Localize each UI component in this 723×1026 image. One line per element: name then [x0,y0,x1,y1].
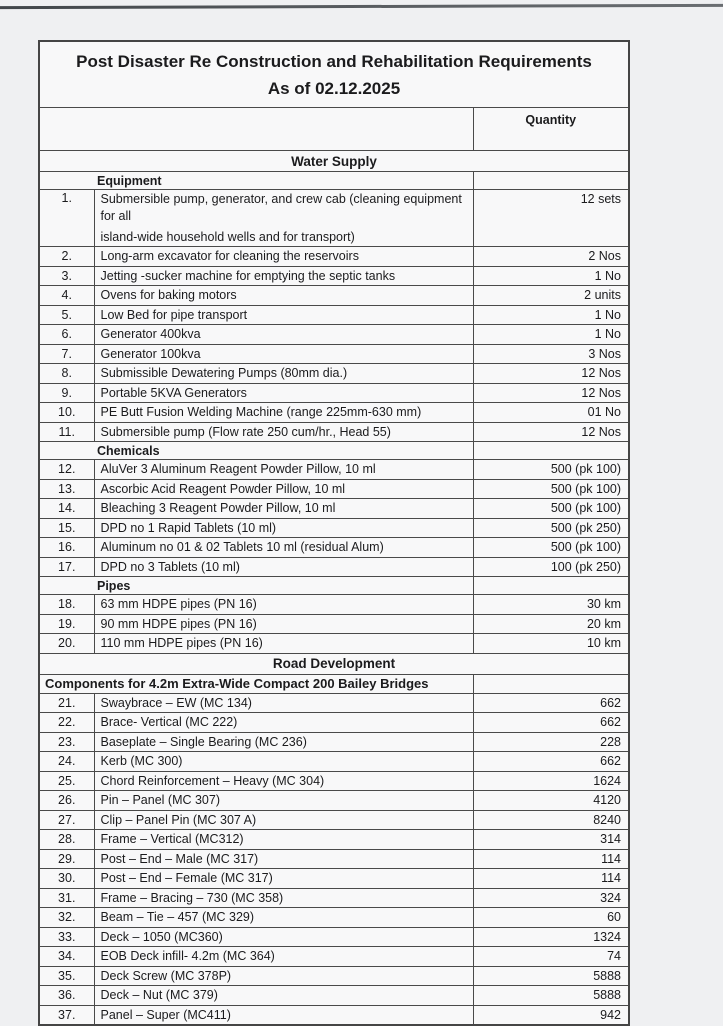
row-number: 29. [39,849,94,869]
table-row [39,286,629,306]
row-quantity: 500 (pk 100) [473,460,629,480]
quantity-cell-empty [473,577,629,595]
row-quantity: 500 (pk 100) [473,538,629,558]
subsection-label: Pipes [39,577,473,595]
table-row [39,266,629,286]
row-quantity: 12 Nos [473,383,629,403]
table-row [39,752,629,772]
row-description: Clip – Panel Pin (MC 307 A) [94,810,473,830]
row-description: Submersible pump (Flow rate 250 cum/hr., Head 55) [94,422,473,442]
subsection-label: Chemicals [39,442,473,460]
quantity-cell-empty [473,442,629,460]
row-description: Ascorbic Acid Reagent Powder Pillow, 10 ml [94,479,473,499]
table-row [39,771,629,791]
title-line-1: Post Disaster Re Construction and Rehabilitation Requirements [76,52,592,71]
description-line-2: island-wide household wells and for transport) [100,229,355,244]
table-row [39,383,629,403]
section-header-row [39,653,629,674]
row-description: EOB Deck infill- 4.2m (MC 364) [94,947,473,967]
row-description: Kerb (MC 300) [94,752,473,772]
table-row [39,557,629,577]
table-row [39,986,629,1006]
row-number: 22. [39,713,94,733]
row-quantity: 3 Nos [473,344,629,364]
row-number: 9. [39,383,94,403]
row-description: Deck – Nut (MC 379) [94,986,473,1006]
subheading-label: Components for 4.2m Extra-Wide Compact 200 Bailey Bridges [39,674,473,693]
description-line-1: Submersible pump, generator, and crew cab (cleaning equipment for all [100,192,462,223]
table-row [39,693,629,713]
table-row [39,830,629,850]
row-description: Post – End – Male (MC 317) [94,849,473,869]
row-description: Brace- Vertical (MC 222) [94,713,473,733]
row-description: Chord Reinforcement – Heavy (MC 304) [94,771,473,791]
table-row [39,518,629,538]
row-description: DPD no 1 Rapid Tablets (10 ml) [94,518,473,538]
row-description: DPD no 3 Tablets (10 ml) [94,557,473,577]
row-number: 19. [39,614,94,634]
row-quantity: 4120 [473,791,629,811]
row-quantity: 942 [473,1005,629,1025]
row-quantity: 74 [473,947,629,967]
row-quantity: 2 units [473,286,629,306]
subheading-row [39,674,629,693]
row-number: 30. [39,869,94,889]
table-row [39,247,629,267]
row-quantity: 30 km [473,595,629,615]
row-number: 14. [39,499,94,519]
table-row [39,908,629,928]
row-number: 35. [39,966,94,986]
row-quantity: 1 No [473,266,629,286]
row-number: 13. [39,479,94,499]
row-description: Deck – 1050 (MC360) [94,927,473,947]
row-quantity: 114 [473,849,629,869]
subsection-row [39,172,629,190]
table-row [39,538,629,558]
row-number: 37. [39,1005,94,1025]
row-number: 23. [39,732,94,752]
table-row [39,614,629,634]
row-description: Deck Screw (MC 378P) [94,966,473,986]
table-row [39,869,629,889]
row-description: Beam – Tie – 457 (MC 329) [94,908,473,928]
row-number: 4. [39,286,94,306]
row-quantity: 114 [473,869,629,889]
row-description: Submissible Dewatering Pumps (80mm dia.) [94,364,473,384]
row-description: Post – End – Female (MC 317) [94,869,473,889]
row-quantity: 100 (pk 250) [473,557,629,577]
row-description: Generator 400kva [94,325,473,345]
column-header-row [39,108,629,151]
row-number: 3. [39,266,94,286]
row-quantity: 5888 [473,986,629,1006]
title-line-2: As of 02.12.2025 [267,79,401,99]
row-description: Frame – Vertical (MC312) [94,830,473,850]
row-number: 25. [39,771,94,791]
row-quantity: 500 (pk 100) [473,479,629,499]
row-description: AluVer 3 Aluminum Reagent Powder Pillow, 10 ml [94,460,473,480]
subsection-row [39,577,629,595]
table-row [39,190,629,247]
row-description: Low Bed for pipe transport [94,305,473,325]
row-number: 31. [39,888,94,908]
row-description: 110 mm HDPE pipes (PN 16) [94,634,473,654]
row-quantity: 2 Nos [473,247,629,267]
table-row [39,325,629,345]
row-quantity: 314 [473,830,629,850]
row-description: 63 mm HDPE pipes (PN 16) [94,595,473,615]
row-number: 11. [39,422,94,442]
quantity-column-header: Quantity [473,108,629,151]
row-number: 16. [39,538,94,558]
row-quantity: 500 (pk 100) [473,499,629,519]
row-number: 18. [39,595,94,615]
row-number: 2. [39,247,94,267]
row-quantity: 8240 [473,810,629,830]
row-quantity: 60 [473,908,629,928]
row-number: 33. [39,927,94,947]
table-row [39,849,629,869]
row-number: 32. [39,908,94,928]
row-number: 34. [39,947,94,967]
row-quantity: 20 km [473,614,629,634]
row-number: 12. [39,460,94,480]
table-row [39,947,629,967]
quantity-cell-empty [473,172,629,190]
row-quantity: 1 No [473,325,629,345]
row-number: 17. [39,557,94,577]
document-title [39,41,629,108]
row-description: PE Butt Fusion Welding Machine (range 225mm-630 mm) [94,403,473,423]
table-row [39,595,629,615]
subsection-row [39,442,629,460]
row-number: 8. [39,364,94,384]
row-quantity: 12 Nos [473,364,629,384]
row-number: 24. [39,752,94,772]
table-body [39,41,629,1025]
table-row [39,344,629,364]
table-row [39,403,629,423]
row-description: 90 mm HDPE pipes (PN 16) [94,614,473,634]
row-number: 27. [39,810,94,830]
row-number: 26. [39,791,94,811]
row-quantity: 10 km [473,634,629,654]
row-quantity: 324 [473,888,629,908]
row-quantity: 12 sets [473,190,629,247]
row-quantity: 228 [473,732,629,752]
row-description: Portable 5KVA Generators [94,383,473,403]
row-number: 21. [39,693,94,713]
row-quantity: 500 (pk 250) [473,518,629,538]
row-description: Pin – Panel (MC 307) [94,791,473,811]
table-row [39,810,629,830]
row-description: Aluminum no 01 & 02 Tablets 10 ml (residual Alum) [94,538,473,558]
table-row [39,499,629,519]
section-header: Water Supply [39,151,629,172]
table-row [39,966,629,986]
row-number: 5. [39,305,94,325]
table-row [39,732,629,752]
row-quantity: 662 [473,752,629,772]
row-quantity: 5888 [473,966,629,986]
table-row [39,713,629,733]
row-description: Bleaching 3 Reagent Powder Pillow, 10 ml [94,499,473,519]
section-header: Road Development [39,653,629,674]
row-quantity: 662 [473,713,629,733]
row-number: 1. [39,190,94,247]
row-description: Long-arm excavator for cleaning the reservoirs [94,247,473,267]
subsection-label: Equipment [39,172,473,190]
table-row [39,479,629,499]
table-row [39,888,629,908]
table-row [39,791,629,811]
table-row [39,460,629,480]
row-description [94,190,473,247]
row-description: Panel – Super (MC411) [94,1005,473,1025]
row-number: 28. [39,830,94,850]
row-description: Baseplate – Single Bearing (MC 236) [94,732,473,752]
row-number: 10. [39,403,94,423]
description-column-header [39,108,473,151]
table-row [39,1005,629,1025]
row-description: Generator 100kva [94,344,473,364]
row-description: Jetting -sucker machine for emptying the septic tanks [94,266,473,286]
row-number: 7. [39,344,94,364]
row-number: 36. [39,986,94,1006]
row-quantity: 12 Nos [473,422,629,442]
requirements-table [38,40,630,1026]
row-quantity: 1624 [473,771,629,791]
table-row [39,634,629,654]
table-row [39,927,629,947]
row-description: Frame – Bracing – 730 (MC 358) [94,888,473,908]
row-number: 15. [39,518,94,538]
row-number: 6. [39,325,94,345]
row-description: Ovens for baking motors [94,286,473,306]
table-row [39,422,629,442]
table-row [39,364,629,384]
quantity-cell-empty [473,674,629,693]
row-description: Swaybrace – EW (MC 134) [94,693,473,713]
table-row [39,305,629,325]
row-quantity: 01 No [473,403,629,423]
row-quantity: 1 No [473,305,629,325]
scan-edge-artifact [0,4,723,9]
row-number: 20. [39,634,94,654]
row-quantity: 662 [473,693,629,713]
row-quantity: 1324 [473,927,629,947]
section-header-row [39,151,629,172]
title-row [39,41,629,108]
